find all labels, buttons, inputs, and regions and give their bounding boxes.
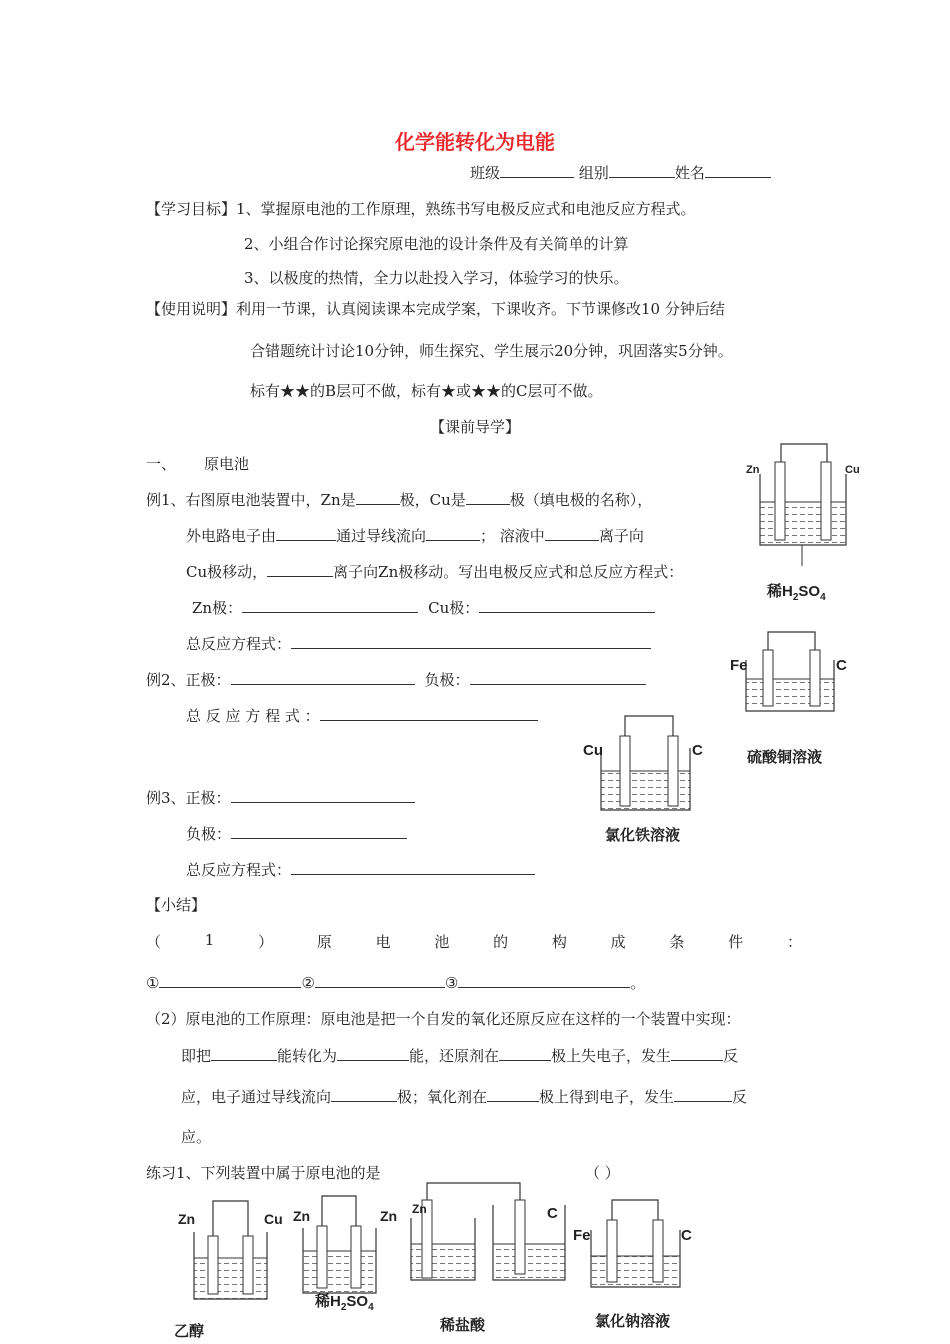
- apparatus-fe-c-cuso4: [746, 632, 834, 711]
- ex3-total: 总反应方程式：: [186, 860, 535, 879]
- practice-question: 练习1、下列装置中属于原电池的是: [146, 1164, 381, 1182]
- p4-solution: 氯化钠溶液: [595, 1312, 671, 1330]
- p1-left-electrode: Zn: [178, 1211, 196, 1227]
- a2-right-electrode: C: [836, 657, 847, 674]
- a3-solution: 氯化铁溶液: [605, 826, 681, 844]
- p2-left-electrode: Zn: [293, 1208, 311, 1224]
- principle-line-1: （2）原电池的工作原理：原电池是把一个自发的氧化还原反应在这样的一个装置中实现：: [146, 1010, 741, 1028]
- goal-1: 【学习目标】1、掌握原电池的工作原理，熟练书写电极反应式和电池反应方程式。: [146, 200, 696, 218]
- p3-solution: 稀盐酸: [440, 1316, 486, 1334]
- ex3-negative: 负极：: [186, 824, 407, 843]
- p4-right-electrode: C: [681, 1227, 692, 1244]
- a2-left-electrode: Fe: [730, 657, 748, 674]
- ex1-line-1: 例1、右图原电池装置中，Zn是 极，Cu是 极（填电极的名称），: [146, 491, 653, 509]
- name-label: 姓名: [674, 164, 705, 182]
- conditions-heading: （ 1 ） 原 电 池 的 构 成 条 件 ：: [146, 931, 802, 951]
- apparatus-zn-cu-h2so4: [760, 444, 846, 566]
- principle-line-3: 应，电子通过导线流向 极；氧化剂在 极上得到电子，发生 反: [181, 1088, 748, 1106]
- p2-right-electrode: Zn: [380, 1208, 398, 1224]
- group-label: 组别: [578, 164, 609, 182]
- a1-solution: 稀$H_2SO_4$: [767, 583, 826, 603]
- conditions-blanks: ① ② ③ 。: [146, 974, 646, 992]
- a2-solution: 硫酸铜溶液: [747, 748, 823, 766]
- usage-line-3: 标有★★的B层可不做，标有★或★★的C层可不做。: [250, 382, 603, 400]
- usage-line-2: 合错题统计讨论10分钟，师生探究、学生展示20分钟，巩固落实5分钟。: [250, 342, 733, 360]
- ex1-total: 总反应方程式：: [186, 634, 651, 653]
- p3-left-electrode: Zn: [412, 1202, 427, 1216]
- p1-right-electrode: Cu: [264, 1211, 283, 1227]
- principle-line-2: 即把 能转化为 能，还原剂在 极上失电子，发生 反: [181, 1047, 739, 1065]
- answer-parentheses: （ ）: [585, 1164, 620, 1182]
- ex1-line-2: 外电路电子由 通过导线流向 ； 溶液中 离子向: [186, 527, 644, 545]
- usage-line-1: 【使用说明】利用一节课，认真阅读课本完成学案，下课收齐。下节课修改10 分钟后结: [146, 300, 725, 318]
- goal-3: 3、以极度的热情，全力以赴投入学习，体验学习的快乐。: [244, 269, 629, 287]
- a1-right-electrode: Cu: [845, 464, 860, 476]
- ex2-total: 总 反 应 方 程 式 ：: [186, 706, 538, 725]
- ex3-positive: 例3、正极：: [146, 788, 415, 807]
- ex2-electrodes: 例2、正极： 负极：: [146, 670, 646, 689]
- page-title: 化学能转化为电能: [395, 130, 555, 154]
- a3-right-electrode: C: [692, 742, 703, 759]
- a1-left-electrode: Zn: [746, 464, 760, 476]
- apparatus-fe-c-nacl: [591, 1200, 680, 1287]
- goal-2: 2、小组合作讨论探究原电池的设计条件及有关简单的计算: [244, 235, 629, 253]
- ex1-electrodes: Zn极： Cu极：: [192, 598, 655, 617]
- p2-solution: 稀$H_2SO_4$: [315, 1293, 374, 1313]
- class-label: 班级: [470, 164, 501, 182]
- apparatus-zn-zn-h2so4: [303, 1196, 376, 1293]
- section-heading: 【课前导学】: [429, 418, 520, 436]
- part-1-heading: 一、 原电池: [146, 455, 250, 473]
- p1-solution: 乙醇: [174, 1322, 205, 1340]
- apparatus-zn-c-hcl: [411, 1183, 565, 1280]
- apparatus-cu-c-fecl3: [601, 716, 690, 810]
- summary-tag: 【小结】: [146, 896, 207, 914]
- p4-left-electrode: Fe: [573, 1227, 591, 1244]
- a3-left-electrode: Cu: [583, 742, 603, 759]
- ex1-line-3: Cu极移动， 离子向Zn极移动。写出电极反应式和总反应方程式：: [186, 563, 684, 581]
- p3-right-electrode: C: [547, 1205, 558, 1222]
- apparatus-zn-cu-ethanol: [194, 1201, 267, 1299]
- principle-line-4: 应。: [181, 1128, 212, 1146]
